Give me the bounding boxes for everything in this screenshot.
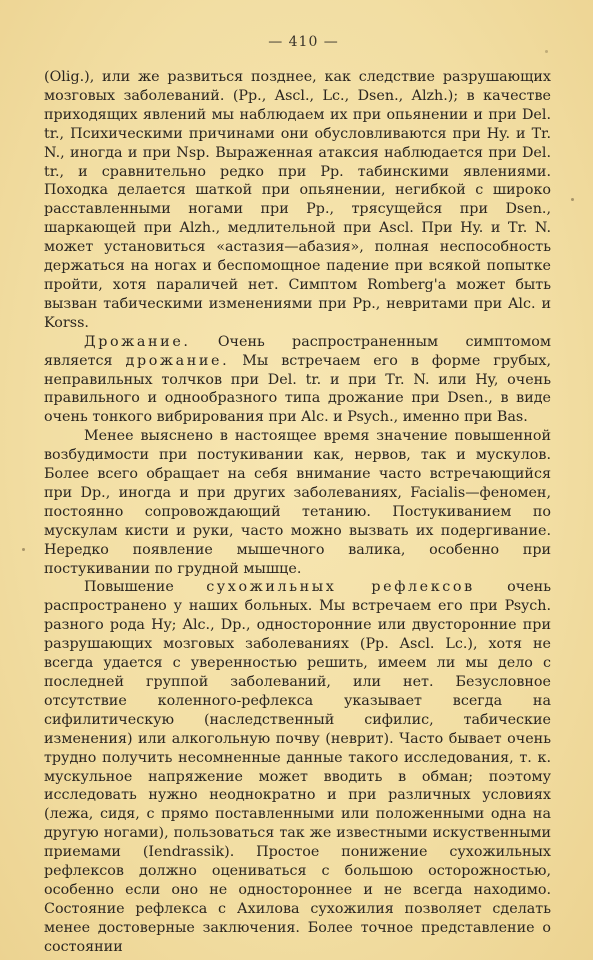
paragraph bbox=[44, 427, 551, 578]
text-run: очень распространено у наших больных. Мы встречаем его при Psych. разного рода Hy; Alc., Dp., односторонние или двусторонние при разрушающих мозговых заболеваниях (Pp. Ascl. Lc.), хотя не всегда удается с уверенностью решить, имеем ли мы дело с последней группой заболеваний, или нет. Безусловное отсутствие коленного-рефлекса указывает всегда на сифилитическую (наследственный сифилис, табические изменения) или алкогольную почву (неврит). Часто бывает очень трудно получить несомненные данные такого исследования, т. к. мускульное напряжение может вводить в обман; поэтому исследовать нужно неоднократно и при различных условиях (лежа, сидя, с прямо поставленными или положенными одна на другую ногами), пользоваться так же известными искуственными приемами (Iendrassik). Простое понижение сухожильных рефлексов должно оцениваться с большою осторожностью, особенно если оно не одностороннее и не всегда находимо. Состояние рефлекса с Ахилова сухожилия позволяет сделать менее достоверные заключения. Более точное представление о состоянии bbox=[44, 579, 551, 955]
paragraph bbox=[44, 578, 551, 956]
spaced-term: дрожание. bbox=[125, 352, 230, 369]
text-run: Очень распространенным симптомом является bbox=[44, 333, 551, 369]
text-run: Повышение bbox=[84, 579, 207, 596]
text-run: (Olig.), или же развиться позднее, как следствие разрушающих мозговых заболеваний. (Pp., Ascl., Lc., Dsen., Alzh.); в качестве приходящих явлений мы наблюдаем их при опьянении и при Del. tr., Психическими причинами они обусловливаются при Hy. и Tr. N., иногда и при Nsp. Выраженная атаксия наблюдается при Del. tr., и сравнительно редко при Pp. табинскими явлениями. Походка делается шаткой при опьянении, негибкой с широко расставленными ногами при Pp., трясущейся при Dsen., шаркающей при Alzh., медлительной при Ascl. При Hy. и Tr. N. может установиться «астазия—абазия», полная неспособность держаться на ногах и беспомощное падение при всякой попытке пройти, хотя параличей нет. Симптом Romberg'а может быть вызван табическими изменениями при Pp., невритами при Alc. и Korss. bbox=[44, 69, 551, 331]
text-run: Мы встречаем его в форме грубых, неправильных толчков при Del. tr. и при Tr. N. или Hy, очень правильного и однообразного типа дрожание при Dsen., в виде очень тонкого вибрирования при Alc. и Psych., именно при Bas. bbox=[44, 352, 551, 426]
paragraph bbox=[44, 68, 551, 333]
paragraph bbox=[44, 333, 551, 428]
text-run: Менее выяснено в настоящее время значение повышенной возбудимости при постукивании как, нервов, так и мускулов. Более всего обращает на себя внимание часто встречающийся при Dp., иногда и при других заболеваниях, Facialis—феномен, постоянно сопровождающий тетанию. Постукиванием по мускулам кисти и руки, часто можно вызвать их подергивание. Нередко появление мышечного валика, особенно при постукивании по грудной мышце. bbox=[44, 428, 551, 577]
spaced-term: Дрожание. bbox=[84, 333, 191, 350]
paper-speck bbox=[22, 548, 25, 551]
spaced-term: сухожильных рефлексов bbox=[206, 579, 475, 596]
body-text bbox=[44, 68, 551, 957]
paper-speck bbox=[571, 198, 574, 201]
paper-speck bbox=[545, 50, 548, 53]
page-number: — 410 — bbox=[268, 34, 339, 50]
